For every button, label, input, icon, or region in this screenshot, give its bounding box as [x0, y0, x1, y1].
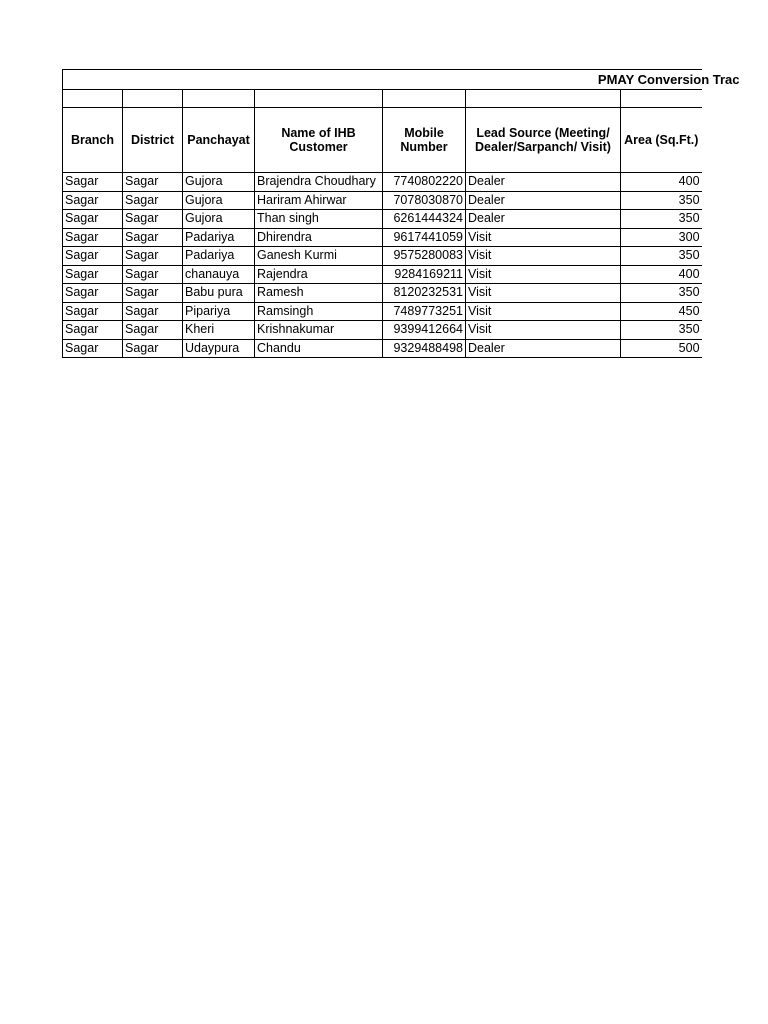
cell-mobile-number: 9284169211 [383, 265, 466, 284]
cell-panchayat: Udaypura [183, 339, 255, 358]
cell-branch: Sagar [63, 321, 123, 340]
cell-area: 350 [621, 191, 702, 210]
cell-area: 400 [621, 265, 702, 284]
cell-area: 350 [621, 247, 702, 266]
cell-lead-source: Dealer [466, 191, 621, 210]
cell-district: Sagar [123, 302, 183, 321]
cell-customer-name: Chandu [255, 339, 383, 358]
table-row [63, 321, 702, 340]
header-lead-source: Lead Source (Meeting/ Dealer/Sarpanch/ Visit) [466, 108, 621, 173]
header-mobile-number: Mobile Number [383, 108, 466, 173]
table-row [63, 228, 702, 247]
blank-cell [123, 90, 183, 108]
cell-district: Sagar [123, 321, 183, 340]
cell-district: Sagar [123, 247, 183, 266]
cell-lead-source: Dealer [466, 173, 621, 192]
cell-lead-source: Visit [466, 247, 621, 266]
cell-lead-source: Visit [466, 302, 621, 321]
cell-panchayat: Padariya [183, 228, 255, 247]
cell-mobile-number: 6261444324 [383, 210, 466, 229]
cell-customer-name: Rajendra [255, 265, 383, 284]
cell-branch: Sagar [63, 284, 123, 303]
blank-cell [63, 90, 123, 108]
cell-panchayat: chanauya [183, 265, 255, 284]
cell-district: Sagar [123, 191, 183, 210]
cell-mobile-number: 7740802220 [383, 173, 466, 192]
cell-customer-name: Dhirendra [255, 228, 383, 247]
cell-customer-name: Brajendra Choudhary [255, 173, 383, 192]
cell-branch: Sagar [63, 210, 123, 229]
sheet-title: PMAY Conversion Trac [597, 72, 740, 87]
cell-district: Sagar [123, 339, 183, 358]
blank-cell [466, 90, 621, 108]
cell-mobile-number: 9575280083 [383, 247, 466, 266]
cell-district: Sagar [123, 173, 183, 192]
cell-customer-name: Hariram Ahirwar [255, 191, 383, 210]
cell-branch: Sagar [63, 302, 123, 321]
cell-customer-name: Ramesh [255, 284, 383, 303]
cell-mobile-number: 9329488498 [383, 339, 466, 358]
cell-lead-source: Visit [466, 321, 621, 340]
cell-branch: Sagar [63, 191, 123, 210]
cell-area: 350 [621, 284, 702, 303]
cell-area: 500 [621, 339, 702, 358]
cell-lead-source: Visit [466, 228, 621, 247]
cell-lead-source: Visit [466, 265, 621, 284]
cell-mobile-number: 9617441059 [383, 228, 466, 247]
table-row [63, 191, 702, 210]
cell-branch: Sagar [63, 173, 123, 192]
header-district: District [123, 108, 183, 173]
cell-customer-name: Ganesh Kurmi [255, 247, 383, 266]
table-row [63, 247, 702, 266]
blank-cell [183, 90, 255, 108]
blank-cell [255, 90, 383, 108]
cell-lead-source: Dealer [466, 210, 621, 229]
cell-area: 400 [621, 173, 702, 192]
title-row [63, 70, 702, 90]
cell-mobile-number: 8120232531 [383, 284, 466, 303]
cell-branch: Sagar [63, 247, 123, 266]
cell-branch: Sagar [63, 265, 123, 284]
cell-customer-name: Than singh [255, 210, 383, 229]
table-row [63, 302, 702, 321]
header-area: Area (Sq.Ft.) [621, 108, 702, 173]
table-row [63, 339, 702, 358]
cell-customer-name: Ramsingh [255, 302, 383, 321]
cell-area: 300 [621, 228, 702, 247]
cell-district: Sagar [123, 228, 183, 247]
cell-area: 450 [621, 302, 702, 321]
header-branch: Branch [63, 108, 123, 173]
cell-lead-source: Visit [466, 284, 621, 303]
cell-mobile-number: 7078030870 [383, 191, 466, 210]
cell-panchayat: Babu pura [183, 284, 255, 303]
header-panchayat: Panchayat [183, 108, 255, 173]
cell-panchayat: Gujora [183, 173, 255, 192]
header-customer-name: Name of IHB Customer [255, 108, 383, 173]
cell-panchayat: Kheri [183, 321, 255, 340]
cell-panchayat: Gujora [183, 191, 255, 210]
cell-district: Sagar [123, 284, 183, 303]
cell-area: 350 [621, 321, 702, 340]
cell-lead-source: Dealer [466, 339, 621, 358]
pmay-table [62, 69, 740, 358]
blank-row [63, 90, 702, 108]
blank-cell [621, 90, 702, 108]
cell-panchayat: Pipariya [183, 302, 255, 321]
spreadsheet-page [62, 69, 740, 358]
table-row [63, 284, 702, 303]
table-row [63, 173, 702, 192]
header-row [63, 108, 702, 173]
cell-mobile-number: 9399412664 [383, 321, 466, 340]
cell-mobile-number: 7489773251 [383, 302, 466, 321]
cell-branch: Sagar [63, 339, 123, 358]
cell-panchayat: Padariya [183, 247, 255, 266]
cell-area: 350 [621, 210, 702, 229]
cell-panchayat: Gujora [183, 210, 255, 229]
sheet-title-cell [63, 70, 740, 90]
cell-branch: Sagar [63, 228, 123, 247]
table-row [63, 265, 702, 284]
table-row [63, 210, 702, 229]
blank-cell [383, 90, 466, 108]
cell-customer-name: Krishnakumar [255, 321, 383, 340]
cell-district: Sagar [123, 265, 183, 284]
cell-district: Sagar [123, 210, 183, 229]
